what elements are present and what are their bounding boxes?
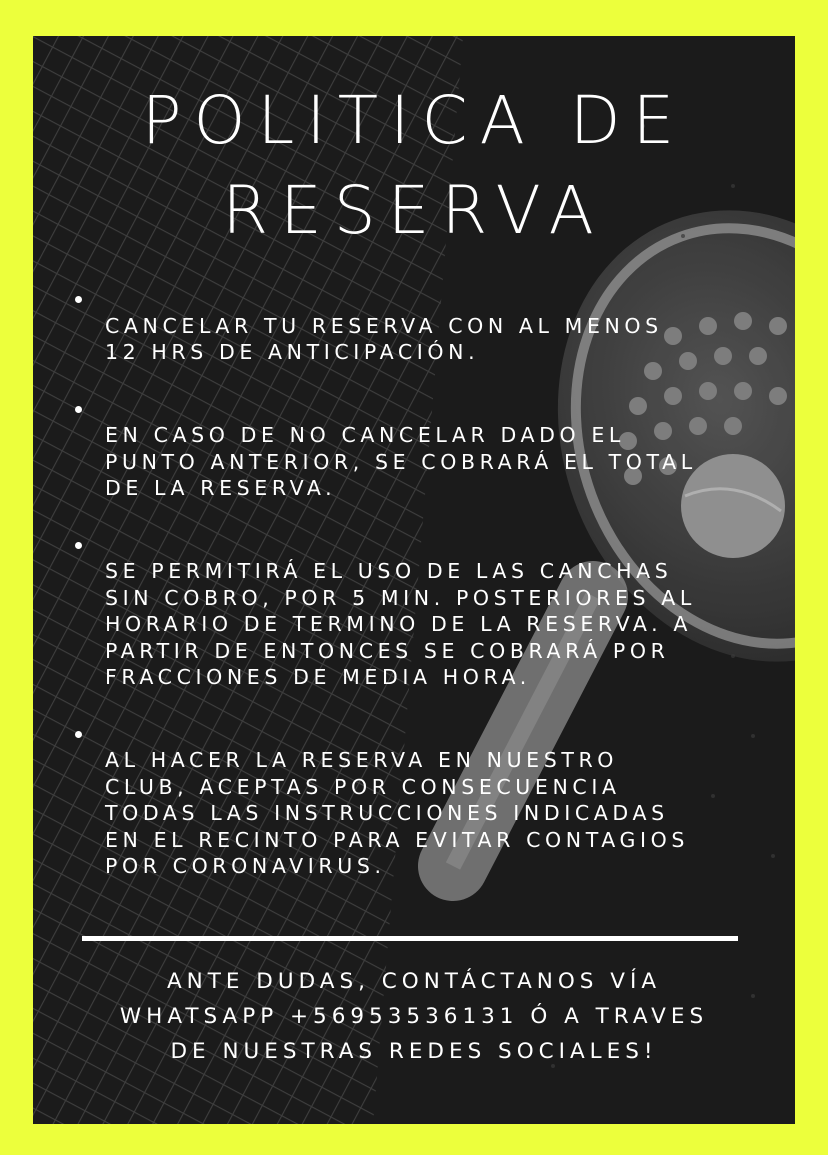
rule-text: SE PERMITIRÁ EL USO DE LAS CANCHAS SIN COBRO, POR 5 MIN. POSTERIORES AL HORARIO DE TERMINO DE LA RESERVA. A PARTIR DE ENTONCES SE COBRARÁ POR FRACCIONES DE MEDIA HORA. — [105, 559, 696, 689]
page-title — [33, 76, 795, 256]
bullet-icon — [75, 296, 82, 303]
rule-item — [73, 396, 773, 502]
rule-item — [73, 532, 773, 691]
bullet-icon — [75, 542, 82, 549]
title-line-2: RESERVA — [222, 172, 606, 249]
rule-text: EN CASO DE NO CANCELAR DADO EL PUNTO ANTERIOR, SE COBRARÁ EL TOTAL DE LA RESERVA. — [105, 423, 697, 500]
bullet-icon — [75, 406, 82, 413]
poster-panel — [33, 36, 795, 1124]
rule-item — [73, 721, 773, 880]
rule-text: AL HACER LA RESERVA EN NUESTRO CLUB, ACEPTAS POR CONSECUENCIA TODAS LAS INSTRUCCIONES INDICADAS EN EL RECINTO PARA EVITAR CONTAGIOS POR CORONAVIRUS. — [105, 748, 689, 878]
rule-item — [73, 286, 773, 366]
contact-text: ANTE DUDAS, CONTÁCTANOS VÍA WHATSAPP +56953536131 Ó A TRAVES DE NUESTRAS REDES SOCIALES! — [119, 969, 709, 1064]
bullet-icon — [75, 731, 82, 738]
divider-line — [82, 936, 738, 941]
rules-list — [73, 286, 773, 910]
title-line-1: POLITICA DE — [141, 82, 687, 159]
rule-text: CANCELAR TU RESERVA CON AL MENOS 12 HRS DE ANTICIPACIÓN. — [105, 313, 663, 364]
